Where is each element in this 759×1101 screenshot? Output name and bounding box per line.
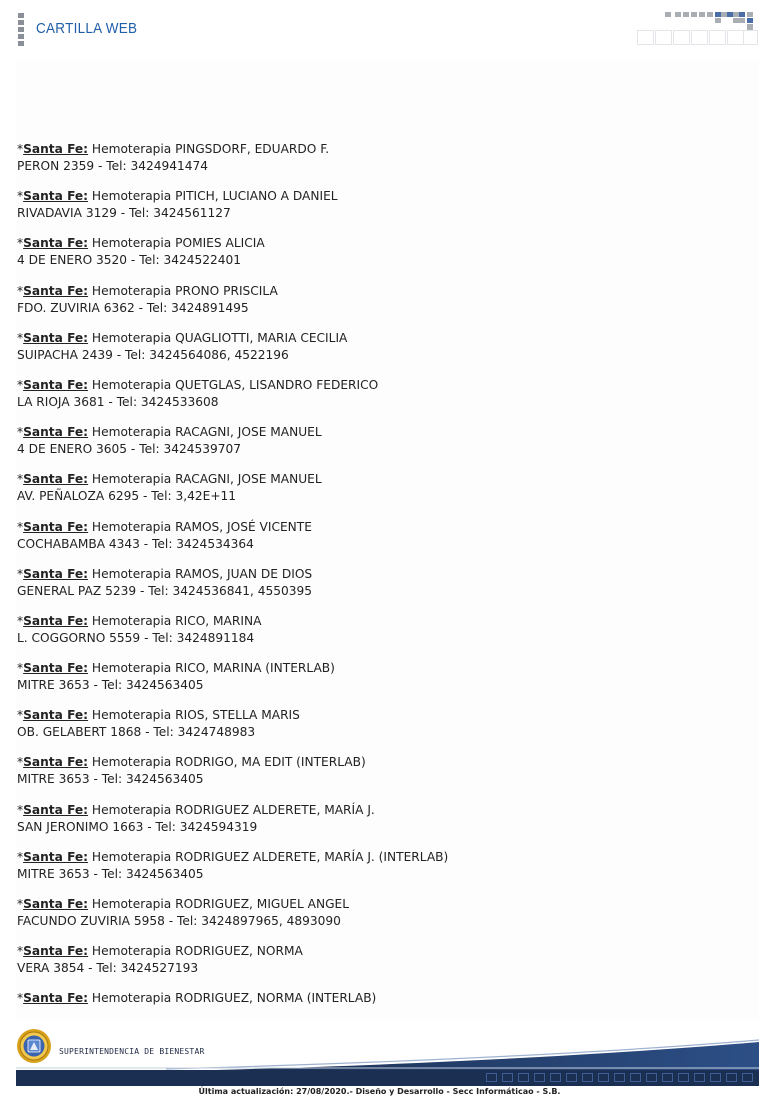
provider-title-line [17,188,737,205]
city-label: Santa Fe: [23,425,89,440]
city-label: Santa Fe: [23,897,89,911]
entry-prefix: * [17,755,24,770]
provider-entry [17,377,737,424]
entry-prefix: * [17,613,24,628]
city-label: Santa Fe: [23,189,89,204]
provider-address: L. COGGORNO 5559 - Tel: 3424891184 [17,630,255,645]
footer-band-decoration [16,1028,759,1086]
city-label: Santa Fe: [23,566,89,581]
provider-title-line [17,896,737,913]
last-update-line: Última actualización: 27/08/2020.- Diseño y Desarrollo - Secc Informáticao - S.B. [198,1087,561,1096]
entry-prefix: * [17,897,24,911]
entry-prefix: * [17,330,24,345]
provider-address: VERA 3854 - Tel: 3424527193 [17,961,199,976]
provider-name: Hemoterapia QUETGLAS, LISANDRO FEDERICO [88,377,379,392]
provider-title-line [17,660,737,677]
provider-address: MITRE 3653 - Tel: 3424563405 [17,866,204,881]
provider-list [17,141,737,1038]
city-label: Santa Fe: [23,377,89,392]
provider-address: SUIPACHA 2439 - Tel: 3424564086, 4522196 [17,347,289,362]
provider-name: Hemoterapia RICO, MARINA [88,613,262,628]
provider-name: Hemoterapia RODRIGUEZ, MIGUEL ANGEL [88,897,350,911]
provider-title-line [17,377,737,394]
provider-name: Hemoterapia RAMOS, JUAN DE DIOS [88,566,313,581]
page-title: CARTILLA WEB [36,20,138,37]
provider-name: Hemoterapia RODRIGUEZ, NORMA (INTERLAB) [88,991,377,1006]
provider-name: Hemoterapia RODRIGUEZ, NORMA [88,944,303,959]
provider-title-line [17,235,737,252]
provider-address: RIVADAVIA 3129 - Tel: 3424561127 [17,206,231,221]
provider-address: MITRE 3653 - Tel: 3424563405 [17,772,204,787]
provider-address: OB. GELABERT 1868 - Tel: 3424748983 [17,725,256,740]
provider-entry [17,613,737,660]
provider-title-line [17,754,737,771]
city-label: Santa Fe: [23,802,89,817]
entry-prefix: * [17,142,24,156]
provider-name: Hemoterapia RIOS, STELLA MARIS [88,708,300,723]
city-label: Santa Fe: [23,849,89,864]
city-label: Santa Fe: [23,142,89,156]
provider-entry [17,330,737,377]
provider-title-line [17,471,737,488]
provider-entry [17,235,737,282]
provider-entry [17,943,737,990]
provider-name: Hemoterapia POMIES ALICIA [88,236,265,251]
provider-entry [17,849,737,896]
provider-address: SAN JERONIMO 1663 - Tel: 3424594319 [17,819,258,834]
provider-name: Hemoterapia RODRIGUEZ ALDERETE, MARÍA J. [88,802,375,817]
provider-title-line [17,283,737,300]
provider-title-line [17,141,737,158]
provider-name: Hemoterapia QUAGLIOTTI, MARIA CECILIA [88,330,348,345]
provider-address: 4 DE ENERO 3605 - Tel: 3424539707 [17,442,241,457]
provider-entry [17,707,737,754]
provider-address: MITRE 3653 - Tel: 3424563405 [17,678,204,693]
provider-name: Hemoterapia PRONO PRISCILA [88,283,278,298]
entry-prefix: * [17,944,24,959]
entry-prefix: * [17,708,24,723]
organization-name: SUPERINTENDENCIA DE BIENESTAR [59,1047,205,1056]
provider-entry [17,802,737,849]
city-label: Santa Fe: [23,708,89,723]
provider-name: Hemoterapia RODRIGUEZ ALDERETE, MARÍA J. (INTERLAB) [88,849,449,864]
city-label: Santa Fe: [23,613,89,628]
provider-entry [17,471,737,518]
provider-name: Hemoterapia RODRIGO, MA EDIT (INTERLAB) [88,755,366,770]
page-header [0,0,759,60]
city-label: Santa Fe: [23,236,89,251]
provider-name: Hemoterapia RACAGNI, JOSE MANUEL [88,425,322,440]
provider-title-line [17,943,737,960]
page-footer [16,1028,759,1086]
provider-title-line [17,849,737,866]
city-label: Santa Fe: [23,519,89,534]
provider-entry [17,566,737,613]
provider-entry [17,896,737,943]
provider-title-line [17,330,737,347]
provider-address: FDO. ZUVIRIA 6362 - Tel: 3424891495 [17,300,249,315]
provider-address: LA RIOJA 3681 - Tel: 3424533608 [17,394,219,409]
provider-name: Hemoterapia PINGSDORF, EDUARDO F. [88,142,330,156]
provider-address: GENERAL PAZ 5239 - Tel: 3424536841, 4550395 [17,583,313,598]
header-bar-decoration [18,13,24,47]
provider-name: Hemoterapia RACAGNI, JOSE MANUEL [88,472,322,487]
provider-address: COCHABAMBA 4343 - Tel: 3424534364 [17,536,254,551]
entry-prefix: * [17,849,24,864]
provider-title-line [17,707,737,724]
entry-prefix: * [17,566,24,581]
provider-name: Hemoterapia RICO, MARINA (INTERLAB) [88,661,335,676]
entry-prefix: * [17,472,24,487]
header-pattern-decoration [635,10,759,50]
city-label: Santa Fe: [23,755,89,770]
provider-entry [17,188,737,235]
provider-name: Hemoterapia RAMOS, JOSÉ VICENTE [88,519,312,534]
entry-prefix: * [17,377,24,392]
entry-prefix: * [17,519,24,534]
provider-entry [17,660,737,707]
city-label: Santa Fe: [23,330,89,345]
city-label: Santa Fe: [23,472,89,487]
provider-title-line [17,566,737,583]
provider-address: 4 DE ENERO 3520 - Tel: 3424522401 [17,253,241,268]
provider-entry [17,141,737,188]
provider-title-line [17,613,737,630]
provider-title-line [17,519,737,536]
city-label: Santa Fe: [23,661,89,676]
provider-address: FACUNDO ZUVIRIA 5958 - Tel: 3424897965, 4893090 [17,914,341,928]
entry-prefix: * [17,661,24,676]
entry-prefix: * [17,236,24,251]
institution-seal-icon [16,1028,52,1064]
entry-prefix: * [17,991,24,1006]
provider-entry [17,424,737,471]
city-label: Santa Fe: [23,991,89,1006]
entry-prefix: * [17,802,24,817]
provider-title-line [17,802,737,819]
city-label: Santa Fe: [23,944,89,959]
provider-name: Hemoterapia PITICH, LUCIANO A DANIEL [88,189,338,204]
provider-entry [17,519,737,566]
provider-entry [17,754,737,801]
provider-entry [17,283,737,330]
city-label: Santa Fe: [23,283,89,298]
provider-address: AV. PEÑALOZA 6295 - Tel: 3,42E+11 [17,489,237,504]
entry-prefix: * [17,283,24,298]
provider-title-line [17,424,737,441]
entry-prefix: * [17,425,24,440]
entry-prefix: * [17,189,24,204]
provider-title-line [17,990,737,1007]
provider-address: PERON 2359 - Tel: 3424941474 [17,159,209,173]
